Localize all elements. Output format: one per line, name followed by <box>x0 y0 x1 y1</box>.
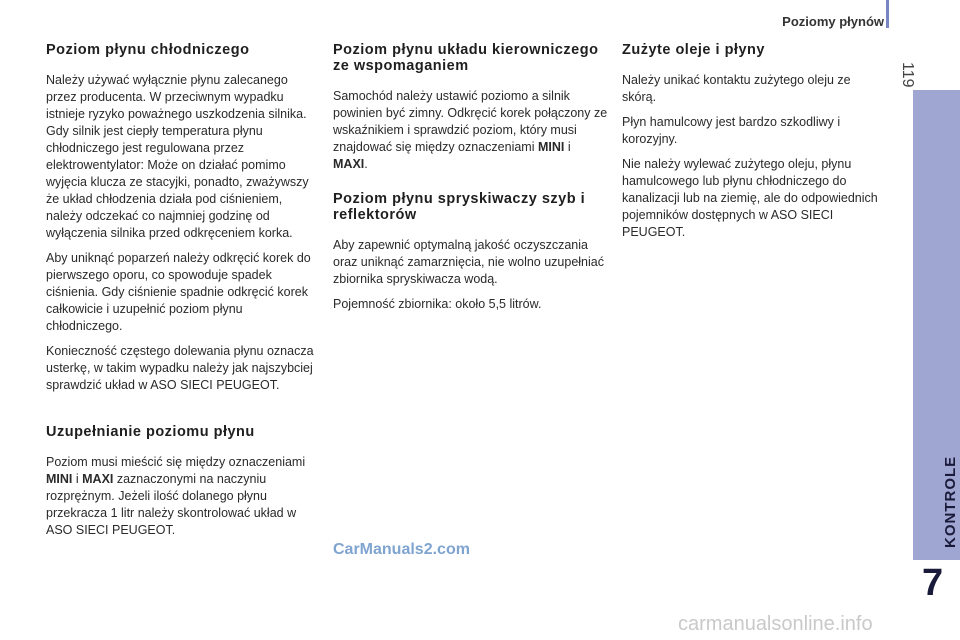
header-divider <box>886 0 889 28</box>
paragraph: Należy używać wyłącznie płynu zalecanego przez producenta. W przeciwnym wypadku istnieje ryzyko poważnego uszkodzenia silnika. Gdy silnik jest ciepły temperatura płynu chłodniczego jest regulowana przez elektrowentylator: Może on działać pomimo wyjęcia klucza ze stacyjki, ponadto, zważywszy że układ chłodzenia działa pod ciśnieniem, należy odczekać co najmniej godzinę od wyłączenia silnika przed odkręceniem korka. <box>46 73 309 240</box>
column-middle <box>333 42 608 321</box>
page-number: 119 <box>899 62 916 88</box>
page-header-title: Poziomy płynów <box>782 14 884 29</box>
paragraph: Pojemność zbiornika: około 5,5 litrów. <box>333 297 542 311</box>
section-title-washer-fluid: Poziom płynu spryskiwaczy szyb i reflektorów <box>333 191 586 223</box>
section-title-power-steering: Poziom płynu układu kierowniczego ze wspomaganiem <box>333 42 599 74</box>
paragraph: Aby uniknąć poparzeń należy odkręcić korek do pierwszego oporu, co spowoduje spadek ciśnienia. Gdy ciśnienie spadnie odkręcić korek całkowicie i uzupełnić poziom płynu chłodniczego. <box>46 251 311 333</box>
paragraph: Płyn hamulcowy jest bardzo szkodliwy i korozyjny. <box>622 115 841 146</box>
paragraph: Należy unikać kontaktu zużytego oleju ze skórą. <box>622 73 851 104</box>
paragraph: Nie należy wylewać zużytego oleju, płynu hamulcowego lub płynu chłodniczego do kanalizacji lub na ziemię, ale do odpowiednich pojemników dostępnych w ASO SIECI PEUGEOT. <box>622 157 878 239</box>
column-right <box>622 42 882 249</box>
column-left <box>46 42 321 547</box>
section-title-used-oils: Zużyte oleje i płyny <box>622 42 765 58</box>
chapter-label: KONTROLE <box>942 455 959 548</box>
paragraph: Aby zapewnić optymalną jakość oczyszczania oraz uniknąć zamarznięcia, nie wolno uzupełniać zbiornika spryskiwacza wodą. <box>333 238 604 286</box>
paragraph: Poziom musi mieścić się między oznaczeniami MINI i MAXI zaznaczonymi na naczyniu rozprężnym. Jeżeli ilość dolanego płynu przekracza 1 litr należy skontrolować układ w ASO SIECI PEUGEOT. <box>46 455 306 537</box>
chapter-number: 7 <box>922 562 944 604</box>
paragraph: Samochód należy ustawić poziomo a silnik powinien być zimny. Odkręcić korek połączony ze wskaźnikiem i sprawdzić poziom, który musi znajdować się między oznaczeniami MINI i MAXI. <box>333 89 608 171</box>
section-title-coolant: Poziom płynu chłodniczego <box>46 42 250 58</box>
watermark-text: carmanualsonline.info <box>678 613 873 635</box>
watermark-link[interactable]: CarManuals2.com <box>333 541 470 558</box>
paragraph: Konieczność częstego dolewania płynu oznacza usterkę, w takim wypadku należy jak najszybciej sprawdzić układ w ASO SIECI PEUGEOT. <box>46 344 314 392</box>
section-title-topping-up: Uzupełnianie poziomu płynu <box>46 424 255 440</box>
